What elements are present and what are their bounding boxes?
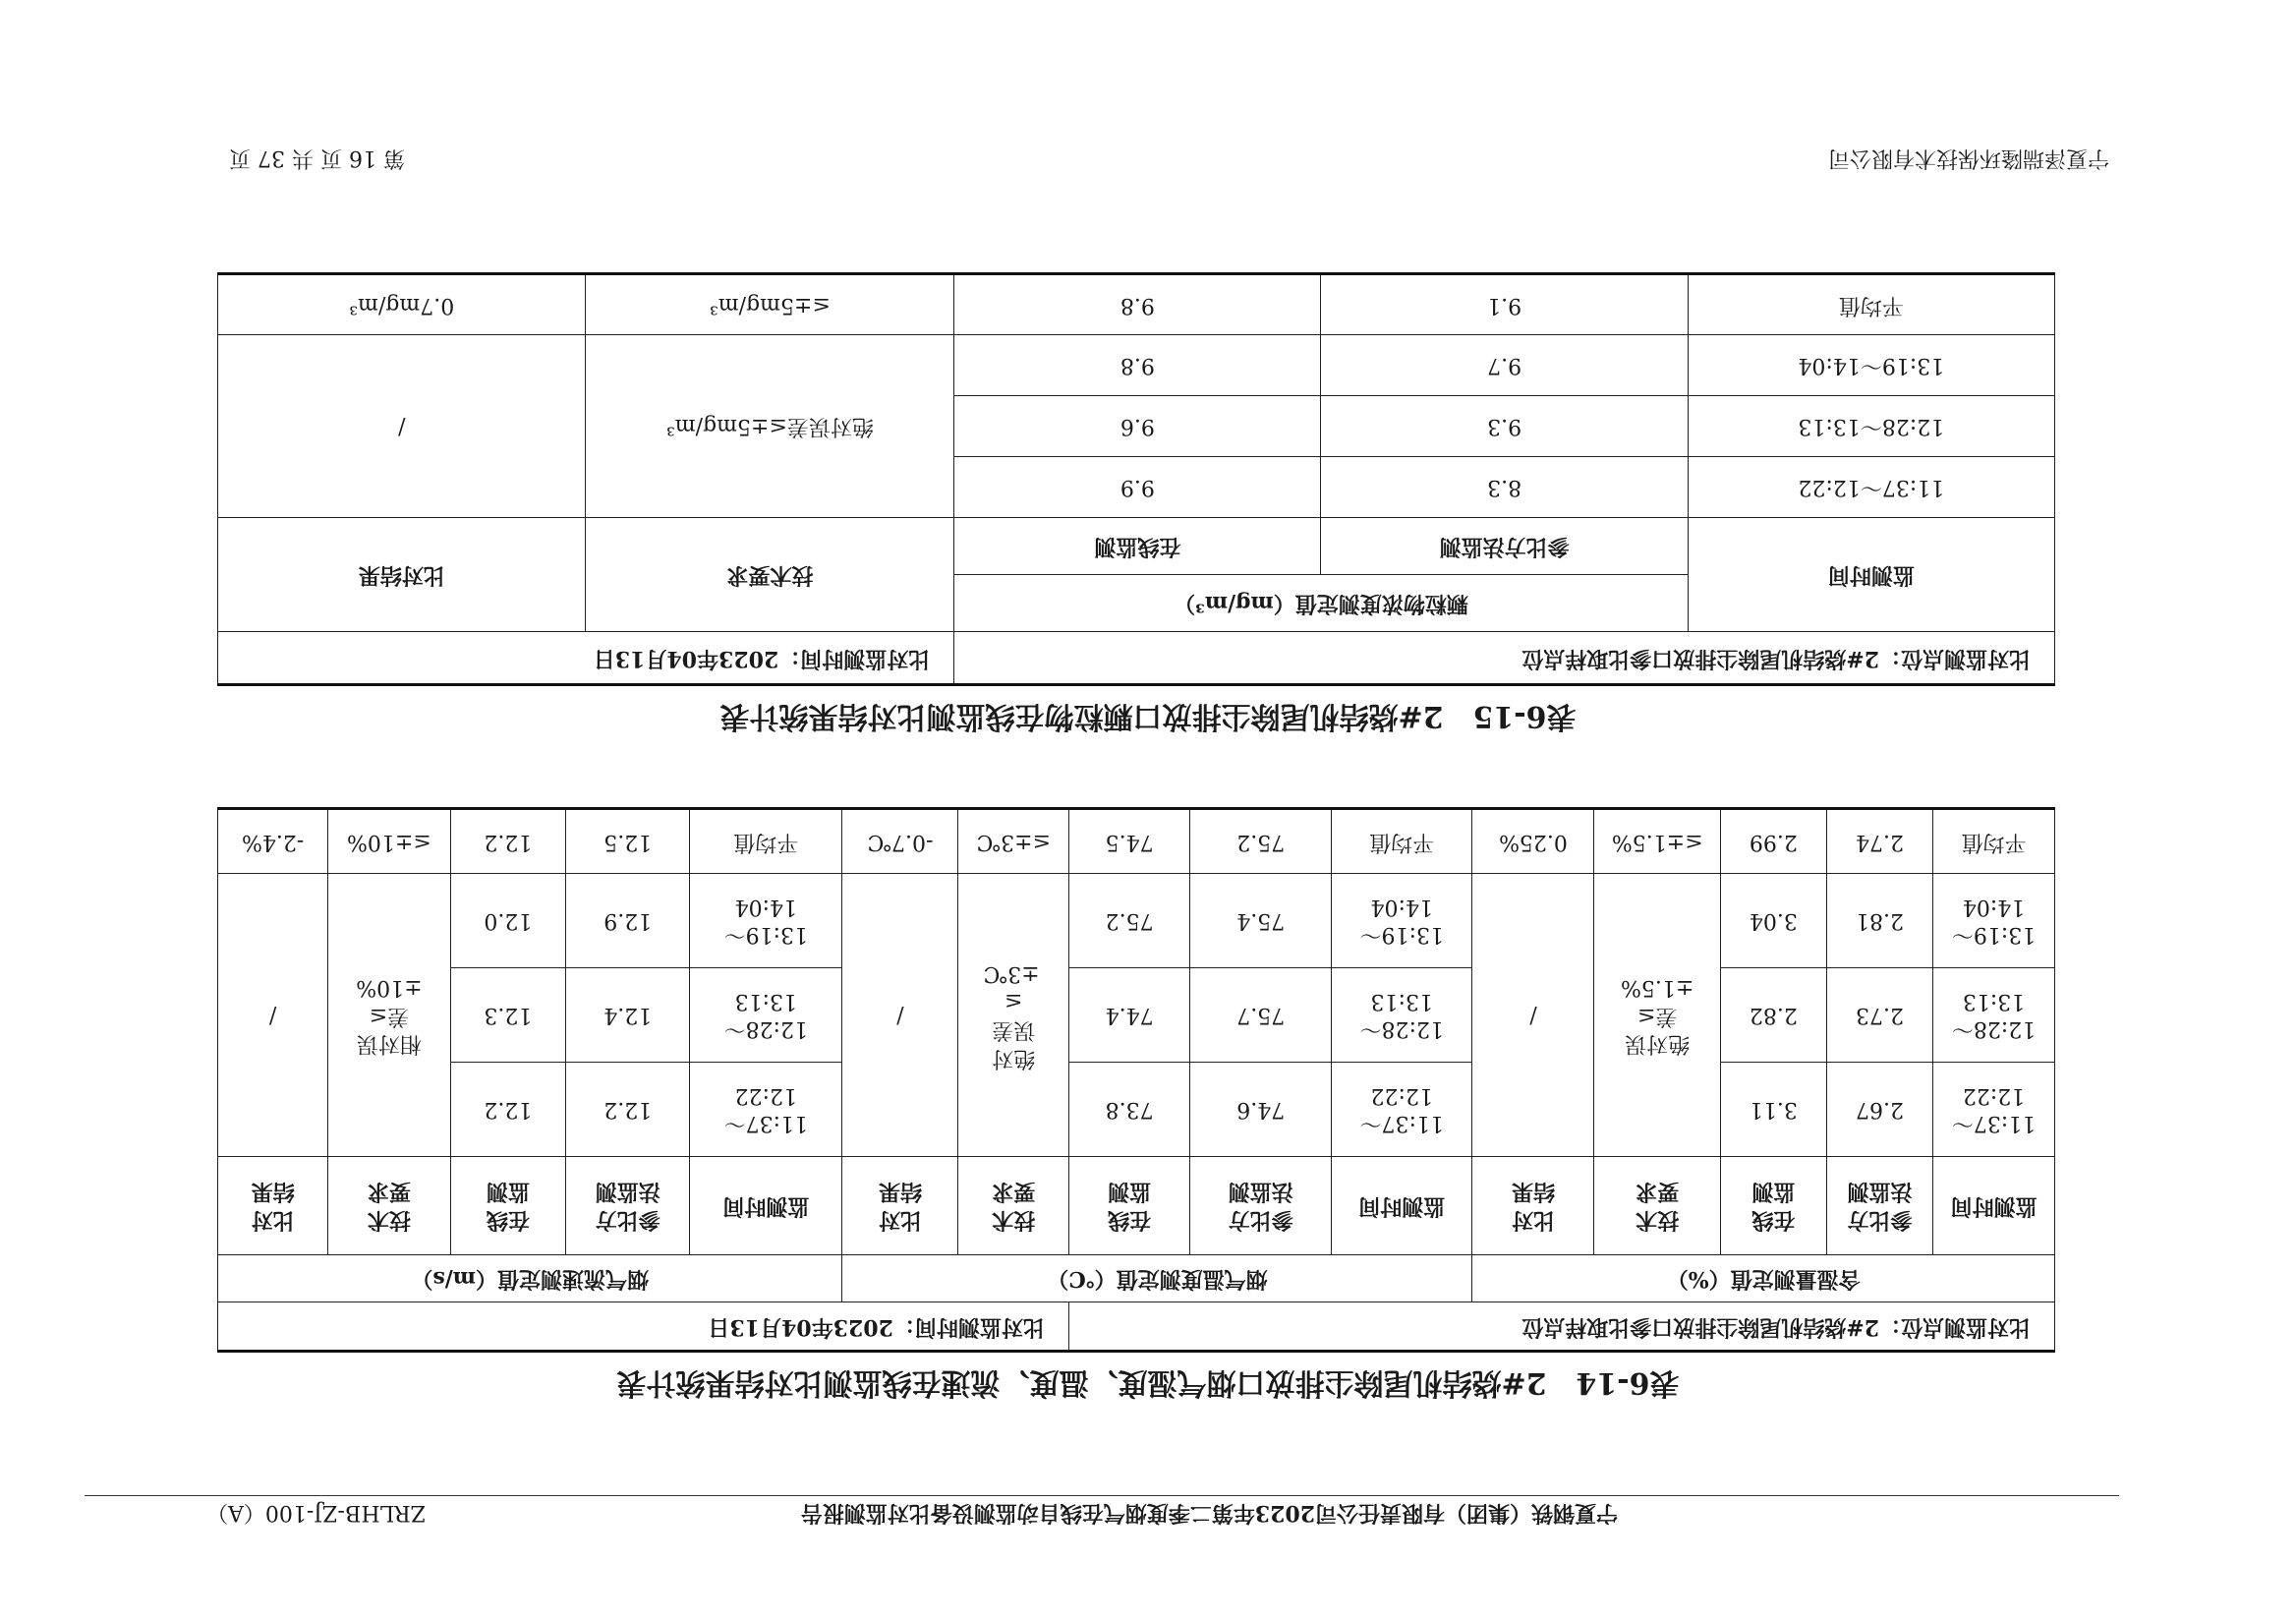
cell-time: 11:37～12:22 bbox=[1933, 1063, 2055, 1157]
col-ref: 参比方法监测 bbox=[1321, 518, 1688, 575]
cell-value: 74.6 bbox=[1190, 1063, 1332, 1157]
table-row-average bbox=[218, 274, 2055, 335]
req-humidity: 绝对误差≤±1.5% bbox=[1594, 874, 1720, 1157]
table-row bbox=[218, 874, 2055, 968]
result-slash: / bbox=[842, 874, 958, 1157]
page-number: 第 16 页 共 37 页 bbox=[229, 145, 405, 170]
group-humidity: 含湿量测定值（%） bbox=[1472, 1255, 2055, 1302]
cell-time: 13:19～14:04 bbox=[1688, 335, 2054, 396]
cell-value: 12.0 bbox=[450, 874, 566, 968]
cell-value: 9.8 bbox=[954, 335, 1321, 396]
table-row-average bbox=[218, 809, 2055, 874]
cell-value: 8.3 bbox=[1321, 457, 1688, 518]
table1-caption: 表6-14 2#烧结机尾除尘排放口烟气湿度、温度、流速在线监测比对结果统计表 bbox=[616, 1365, 1680, 1400]
cell-value: 12.5 bbox=[566, 809, 690, 874]
cell-value: 12.9 bbox=[566, 874, 690, 968]
cell-result: 0.25% bbox=[1472, 809, 1594, 874]
cell-value: 12.2 bbox=[566, 1063, 690, 1157]
cell-time: 12:28～13:13 bbox=[1332, 968, 1472, 1063]
cell-value: 74.4 bbox=[1068, 968, 1190, 1063]
col-result: 比对结果 bbox=[842, 1157, 958, 1255]
col-online: 在线监测 bbox=[1720, 1157, 1826, 1255]
col-ref: 参比方法监测 bbox=[1826, 1157, 1932, 1255]
cell-value: 9.9 bbox=[954, 457, 1321, 518]
cell-value: 2.74 bbox=[1826, 809, 1932, 874]
cell-value: 12.2 bbox=[450, 1063, 566, 1157]
report-code: ZRLHB-ZJ-100（A） bbox=[206, 1500, 427, 1525]
req-temperature: 绝对误差≤±3℃ bbox=[958, 874, 1068, 1157]
table-row bbox=[218, 968, 2055, 1063]
cell-value: 9.6 bbox=[954, 396, 1321, 457]
cell-req: ≤±10% bbox=[328, 809, 450, 874]
result-slash: / bbox=[218, 335, 586, 518]
cell-req: ≤±5mg/m³ bbox=[586, 274, 954, 335]
table1-location: 比对监测点位：2#烧结机尾除尘排放口参比取样点位 bbox=[1068, 1302, 2054, 1352]
table2-caption: 表6-15 2#烧结机尾除尘排放口颗粒物在线监测比对结果统计表 bbox=[719, 699, 1577, 733]
col-result: 比对结果 bbox=[218, 518, 586, 632]
table1 bbox=[217, 807, 2055, 1353]
cell-value: 74.5 bbox=[1068, 809, 1190, 874]
col-time: 监测时间 bbox=[690, 1157, 842, 1255]
cell-value: 2.99 bbox=[1720, 809, 1826, 874]
group-velocity: 烟气流速测定值（m/s） bbox=[218, 1255, 842, 1302]
col-result: 比对结果 bbox=[218, 1157, 328, 1255]
col-req: 技术要求 bbox=[958, 1157, 1068, 1255]
col-time: 监测时间 bbox=[1332, 1157, 1472, 1255]
req-velocity: 相对误差≤±10% bbox=[328, 874, 450, 1157]
col-req: 技术要求 bbox=[1594, 1157, 1720, 1255]
cell-time: 12:28～13:13 bbox=[1933, 968, 2055, 1063]
cell-value: 3.04 bbox=[1720, 874, 1826, 968]
cell-value: 75.2 bbox=[1190, 809, 1332, 874]
cell-result: -0.7℃ bbox=[842, 809, 958, 874]
cell-value: 9.3 bbox=[1321, 396, 1688, 457]
cell-value: 2.73 bbox=[1826, 968, 1932, 1063]
cell-value: 12.4 bbox=[566, 968, 690, 1063]
cell-value: 9.1 bbox=[1321, 274, 1688, 335]
report-title: 宁夏钢铁（集团）有限责任公司2023年第二季度烟气在线自动监测设备比对监测报告 bbox=[800, 1500, 1618, 1526]
header-rule bbox=[85, 1495, 2119, 1496]
cell-value: 2.81 bbox=[1826, 874, 1932, 968]
col-req: 技术要求 bbox=[586, 518, 954, 632]
col-time: 监测时间 bbox=[1933, 1157, 2055, 1255]
cell-req: ≤±1.5% bbox=[1594, 809, 1720, 874]
cell-value: 12.3 bbox=[450, 968, 566, 1063]
cell-value: 75.2 bbox=[1068, 874, 1190, 968]
table2 bbox=[217, 272, 2055, 686]
result-slash: / bbox=[218, 874, 328, 1157]
table-row bbox=[218, 1063, 2055, 1157]
cell-time: 12:28～13:13 bbox=[1688, 396, 2054, 457]
cell-value: 12.2 bbox=[450, 809, 566, 874]
cell-req: ≤±3℃ bbox=[958, 809, 1068, 874]
cell-time: 11:37～12:22 bbox=[1332, 1063, 1472, 1157]
cell-value: 3.11 bbox=[1720, 1063, 1826, 1157]
cell-value: 73.8 bbox=[1068, 1063, 1190, 1157]
col-online: 在线监测 bbox=[1068, 1157, 1190, 1255]
group-temperature: 烟气温度测定值（℃） bbox=[842, 1255, 1472, 1302]
cell-value: 2.67 bbox=[1826, 1063, 1932, 1157]
avg-label: 平均值 bbox=[1332, 809, 1472, 874]
result-slash: / bbox=[1472, 874, 1594, 1157]
avg-label: 平均值 bbox=[1688, 274, 2054, 335]
cell-time: 13:19～14:04 bbox=[690, 874, 842, 968]
table2-location: 比对监测点位：2#烧结机尾除尘排放口参比取样点位 bbox=[954, 632, 2055, 685]
col-ref: 参比方法监测 bbox=[566, 1157, 690, 1255]
col-online: 在线监测 bbox=[954, 518, 1321, 575]
cell-time: 13:19～14:04 bbox=[1332, 874, 1472, 968]
avg-label: 平均值 bbox=[690, 809, 842, 874]
cell-time: 11:37～12:22 bbox=[690, 1063, 842, 1157]
table1-time: 比对监测时间：2023年04月13日 bbox=[218, 1302, 1069, 1352]
cell-value: 2.82 bbox=[1720, 968, 1826, 1063]
cell-time: 12:28～13:13 bbox=[690, 968, 842, 1063]
col-req: 技术要求 bbox=[328, 1157, 450, 1255]
cell-result: -2.4% bbox=[218, 809, 328, 874]
cell-value: 75.4 bbox=[1190, 874, 1332, 968]
table2-time: 比对监测时间：2023年04月13日 bbox=[218, 632, 954, 685]
group-particulate: 颗粒物浓度测定值（mg/m³） bbox=[954, 575, 1688, 632]
col-ref: 参比方法监测 bbox=[1190, 1157, 1332, 1255]
cell-result: 0.7mg/m³ bbox=[218, 274, 586, 335]
req-particulate: 绝对误差≤±5mg/m³ bbox=[586, 335, 954, 518]
col-online: 在线监测 bbox=[450, 1157, 566, 1255]
cell-value: 9.7 bbox=[1321, 335, 1688, 396]
cell-value: 75.7 bbox=[1190, 968, 1332, 1063]
col-result: 比对结果 bbox=[1472, 1157, 1594, 1255]
cell-value: 9.8 bbox=[954, 274, 1321, 335]
cell-time: 13:19～14:04 bbox=[1933, 874, 2055, 968]
table-row bbox=[218, 457, 2055, 518]
avg-label: 平均值 bbox=[1933, 809, 2055, 874]
col-time: 监测时间 bbox=[1688, 518, 2054, 632]
company-name: 宁夏泽瑞隆环保技术有限公司 bbox=[1827, 145, 2109, 170]
cell-time: 11:37～12:22 bbox=[1688, 457, 2054, 518]
